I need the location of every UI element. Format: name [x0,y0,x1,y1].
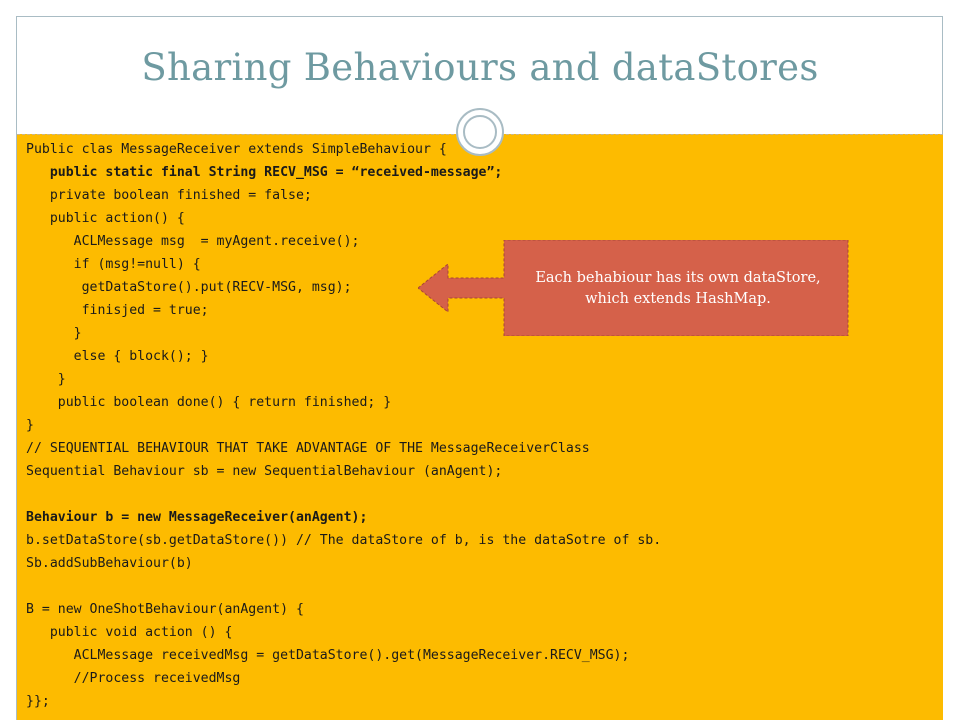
code-line-11: } [26,372,66,387]
code-line-14: // SEQUENTIAL BEHAVIOUR THAT TAKE ADVANTAGE OF THE MessageReceiverClass [26,441,590,456]
title-divider-ornament [456,108,504,156]
code-line-10: else { block(); } [26,349,209,364]
code-line-24: //Process receivedMsg [26,671,241,686]
code-line-7: getDataStore().put(RECV-MSG, msg); [26,280,352,295]
code-line-9: } [26,326,82,341]
code-line-4: public action() { [26,211,185,226]
code-line-23: ACLMessage receivedMsg = getDataStore().get(MessageReceiver.RECV_MSG); [26,648,630,663]
code-line-1: Public clas MessageReceiver extends SimpleBehaviour { [26,142,447,157]
callout-arrow [418,240,850,336]
code-line-15: Sequential Behaviour sb = new SequentialBehaviour (anAgent); [26,464,503,479]
code-line-17: Behaviour b = new MessageReceiver(anAgent); [26,510,368,525]
code-line-2: public static final String RECV_MSG = “received-message”; [26,165,503,180]
code-line-8: finisjed = true; [26,303,209,318]
code-line-6: if (msg!=null) { [26,257,201,272]
callout-text [510,268,846,310]
callout-text-line-2: which extends HashMap. [585,291,771,307]
code-line-3: private boolean finished = false; [26,188,312,203]
code-line-19: Sb.addSubBehaviour(b) [26,556,193,571]
code-line-12: public boolean done() { return finished; } [26,395,392,410]
code-line-13: } [26,418,34,433]
code-line-21: B = new OneShotBehaviour(anAgent) { [26,602,304,617]
code-line-5: ACLMessage msg = myAgent.receive(); [26,234,360,249]
callout-text-line-1: Each behabiour has its own dataStore, [535,270,821,286]
slide-title: Sharing Behaviours and dataStores [141,46,819,89]
code-line-22: public void action () { [26,625,233,640]
code-line-25: }}; [26,694,50,709]
code-line-18: b.setDataStore(sb.getDataStore()) // The dataStore of b, is the dataSotre of sb. [26,533,662,548]
